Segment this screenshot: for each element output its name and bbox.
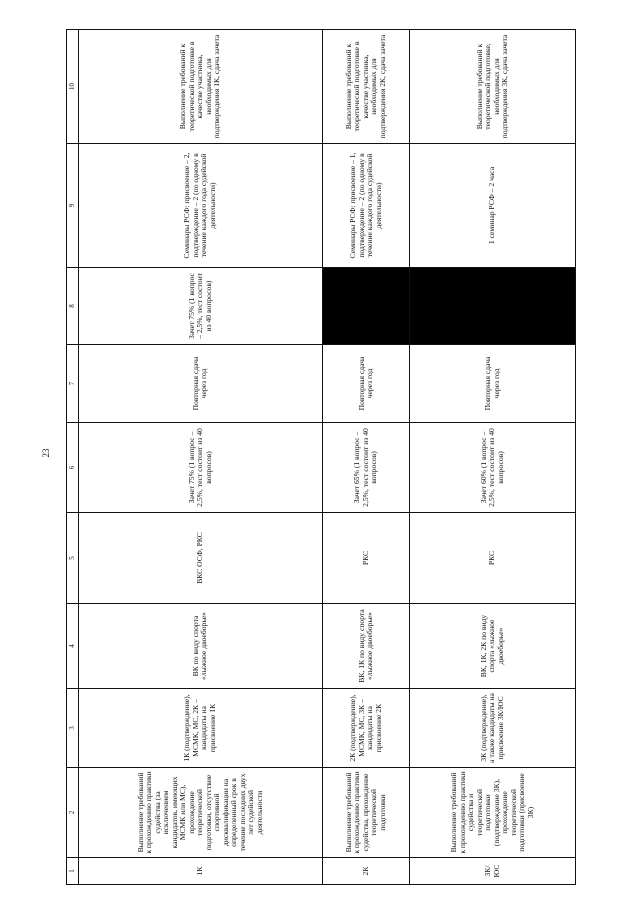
cell-candidates: 1К (подтверждение), МСМК, МС, 2К – кандидаты на присвоение 1К bbox=[79, 689, 323, 768]
col-header-6: 6 bbox=[67, 423, 79, 513]
col-header-8: 8 bbox=[67, 268, 79, 345]
cell-organizer: ВКС ОСФ, РКС bbox=[79, 513, 323, 604]
cell-confirmation: Выполнение требований к теоретической подготовке, необходимых для подтверждения 3К, сдача зачета bbox=[410, 30, 576, 144]
cell-test-2: Зачет 75% (1 вопрос – 2,5%, тест состоит из 40 вопросов) bbox=[79, 268, 323, 345]
table-row bbox=[410, 30, 576, 885]
cell-blacked-out bbox=[410, 268, 576, 345]
cell-examiners: ВК по виду спорта «лыжное двоеборье» bbox=[79, 604, 323, 689]
table-row bbox=[322, 30, 409, 885]
cell-seminars: 1 семинар РСФ – 2 часа bbox=[410, 144, 576, 268]
page-number: 23 bbox=[41, 448, 51, 458]
cell-retake: Повторная сдача через год bbox=[322, 345, 409, 423]
rotated-table-container bbox=[66, 30, 576, 885]
col-header-7: 7 bbox=[67, 345, 79, 423]
qualification-table bbox=[66, 29, 576, 885]
col-header-4: 4 bbox=[67, 604, 79, 689]
cell-requirements: Выполнение требований к прохождению практики судейства (за исключением кандидатов, имеющих МСМК или МС), прохождение теоретической подготовки, отсутствие спортивной дисквалификации на определенный срок в течение последних двух лет судейской деятельности bbox=[79, 768, 323, 858]
cell-retake: Повторная сдача через год bbox=[79, 345, 323, 423]
cell-level: 2К bbox=[322, 858, 409, 885]
col-header-3: 3 bbox=[67, 689, 79, 768]
cell-level: 3К/ЮС bbox=[410, 858, 576, 885]
cell-organizer: РКС bbox=[322, 513, 409, 604]
cell-level: 1К bbox=[79, 858, 323, 885]
cell-candidates: 3К (подтверждение), а также кандидаты на присвоение 3К/ЮС bbox=[410, 689, 576, 768]
col-header-1: 1 bbox=[67, 858, 79, 885]
cell-seminars: Семинары РСФ: присвоение – 1, подтверждение – 2 (по одному в течение каждого года судейской деятельности) bbox=[322, 144, 409, 268]
cell-examiners: ВК, 1К, 2К по виду спорта «лыжное двоеборье» bbox=[410, 604, 576, 689]
cell-test: Зачет 60% (1 вопрос – 2,5%, тест состоит из 40 вопросов) bbox=[410, 423, 576, 513]
table-row bbox=[79, 30, 323, 885]
col-header-9: 9 bbox=[67, 144, 79, 268]
cell-seminars: Семинары РСФ: присвоение – 2, подтверждение – 2 (по одному в течение каждого года судейской деятельности) bbox=[79, 144, 323, 268]
cell-candidates: 2К (подтверждение), МСМК, МС, 3К – кандидаты на присвоение 2К bbox=[322, 689, 409, 768]
header-row bbox=[67, 30, 79, 885]
cell-blacked-out bbox=[322, 268, 409, 345]
col-header-10: 10 bbox=[67, 30, 79, 144]
cell-organizer: РКС bbox=[410, 513, 576, 604]
cell-test: Зачет 75% (1 вопрос – 2,5%, тест состоит из 40 вопросов) bbox=[79, 423, 323, 513]
col-header-5: 5 bbox=[67, 513, 79, 604]
cell-test: Зачет 65% (1 вопрос – 2,5%, тест состоит из 40 вопросов) bbox=[322, 423, 409, 513]
cell-requirements: Выполнение требований к прохождению практики судейства и теоретической подготовки (подтверждение 3К), прохождение теоретической подготовки (присвоение 3К) bbox=[410, 768, 576, 858]
cell-examiners: ВК, 1К по виду спорта «лыжное двоеборье» bbox=[322, 604, 409, 689]
cell-requirements: Выполнение требований к прохождению практики судейства, прохождение теоретической подготовки bbox=[322, 768, 409, 858]
cell-confirmation: Выполнение требований к теоретической подготовке в качестве участника, необходимых для подтверждения 2К, сдача зачета bbox=[322, 30, 409, 144]
cell-retake: Повторная сдача через год bbox=[410, 345, 576, 423]
col-header-2: 2 bbox=[67, 768, 79, 858]
cell-confirmation: Выполнение требований к теоретической подготовке в качестве участника, необходимых для подтверждения 1К, сдача зачета bbox=[79, 30, 323, 144]
